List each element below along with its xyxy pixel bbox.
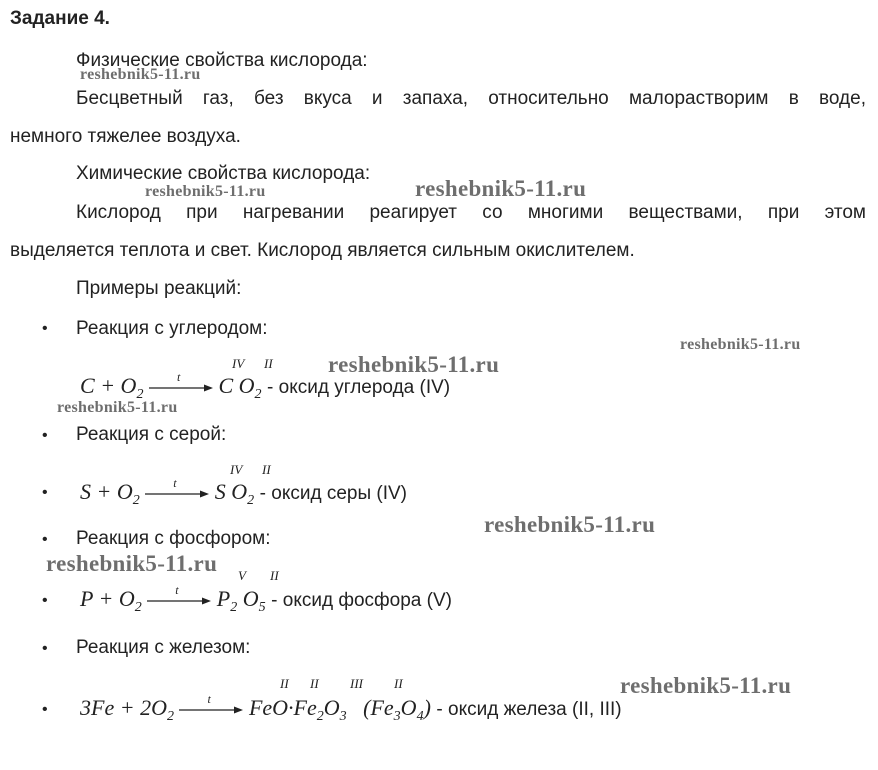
reaction-arrow: t [147,591,211,611]
oxidation-state: V [238,568,246,583]
reaction-phosphorus-label: Реакция с фосфором: [76,528,271,549]
chemical-text-line-1: Кислород при нагревании реагирует со многими веществами, при этом [76,202,866,223]
watermark: reshebnik5-11.ru [80,66,201,83]
chemical-text-line-2: выделяется теплота и свет. Кислород является сильным окислителем. [10,240,635,261]
reaction-iron-equation: $3Fe + 2O_2$ t $FeO\cdot Fe_2O_3$ $(Fe_3O_4)$ - оксид железа (II, III) [80,691,622,724]
reaction-arrow: t [179,700,243,720]
bullet: • [42,484,48,501]
oxidation-state: IV [232,356,245,371]
oxidation-state: II [270,568,279,583]
chemical-heading: Химические свойства кислорода: [76,163,371,184]
oxidation-state: II [264,356,273,371]
watermark: reshebnik5-11.ru [415,176,587,201]
watermark: reshebnik5-11.ru [46,551,218,576]
oxidation-state: II [262,462,271,477]
bullet: • [42,531,48,548]
oxidation-state: II [394,676,403,691]
examples-heading: Примеры реакций: [76,278,242,299]
bullet: • [42,701,48,718]
oxidation-state: IV [230,462,243,477]
watermark: reshebnik5-11.ru [145,183,266,200]
oxidation-state: II [280,676,289,691]
physical-text-line-1: Бесцветный газ, без вкуса и запаха, относительно малорастворим в воде, [76,88,866,109]
reaction-carbon-label: Реакция с углеродом: [76,318,268,339]
bullet: • [42,320,48,337]
reaction-carbon-equation: $C + O_2$ t C $O_2$ - оксид углерода (IV) [80,369,451,402]
task-title: Задание 4. [10,8,110,29]
reaction-sulfur-label: Реакция с серой: [76,424,227,445]
watermark: reshebnik5-11.ru [328,352,500,377]
watermark: reshebnik5-11.ru [57,399,178,416]
oxidation-state: III [350,676,363,691]
reaction-arrow: t [149,378,213,398]
reaction-iron-label: Реакция с железом: [76,637,251,658]
reaction-phosphorus-equation: $P + O_2$ t $P_2$ $O_5$ - оксид фосфора (V) [80,582,452,615]
bullet: • [42,427,48,444]
physical-text-line-2: немного тяжелее воздуха. [10,126,241,147]
watermark: reshebnik5-11.ru [680,336,801,353]
oxidation-state: II [310,676,319,691]
watermark: reshebnik5-11.ru [484,512,656,537]
reaction-sulfur-equation: $S + O_2$ t S $O_2$ - оксид серы (IV) [80,475,407,508]
physical-heading: Физические свойства кислорода: [76,50,368,71]
bullet: • [42,592,48,609]
watermark: reshebnik5-11.ru [620,673,792,698]
bullet: • [42,640,48,657]
reaction-arrow: t [145,484,209,504]
